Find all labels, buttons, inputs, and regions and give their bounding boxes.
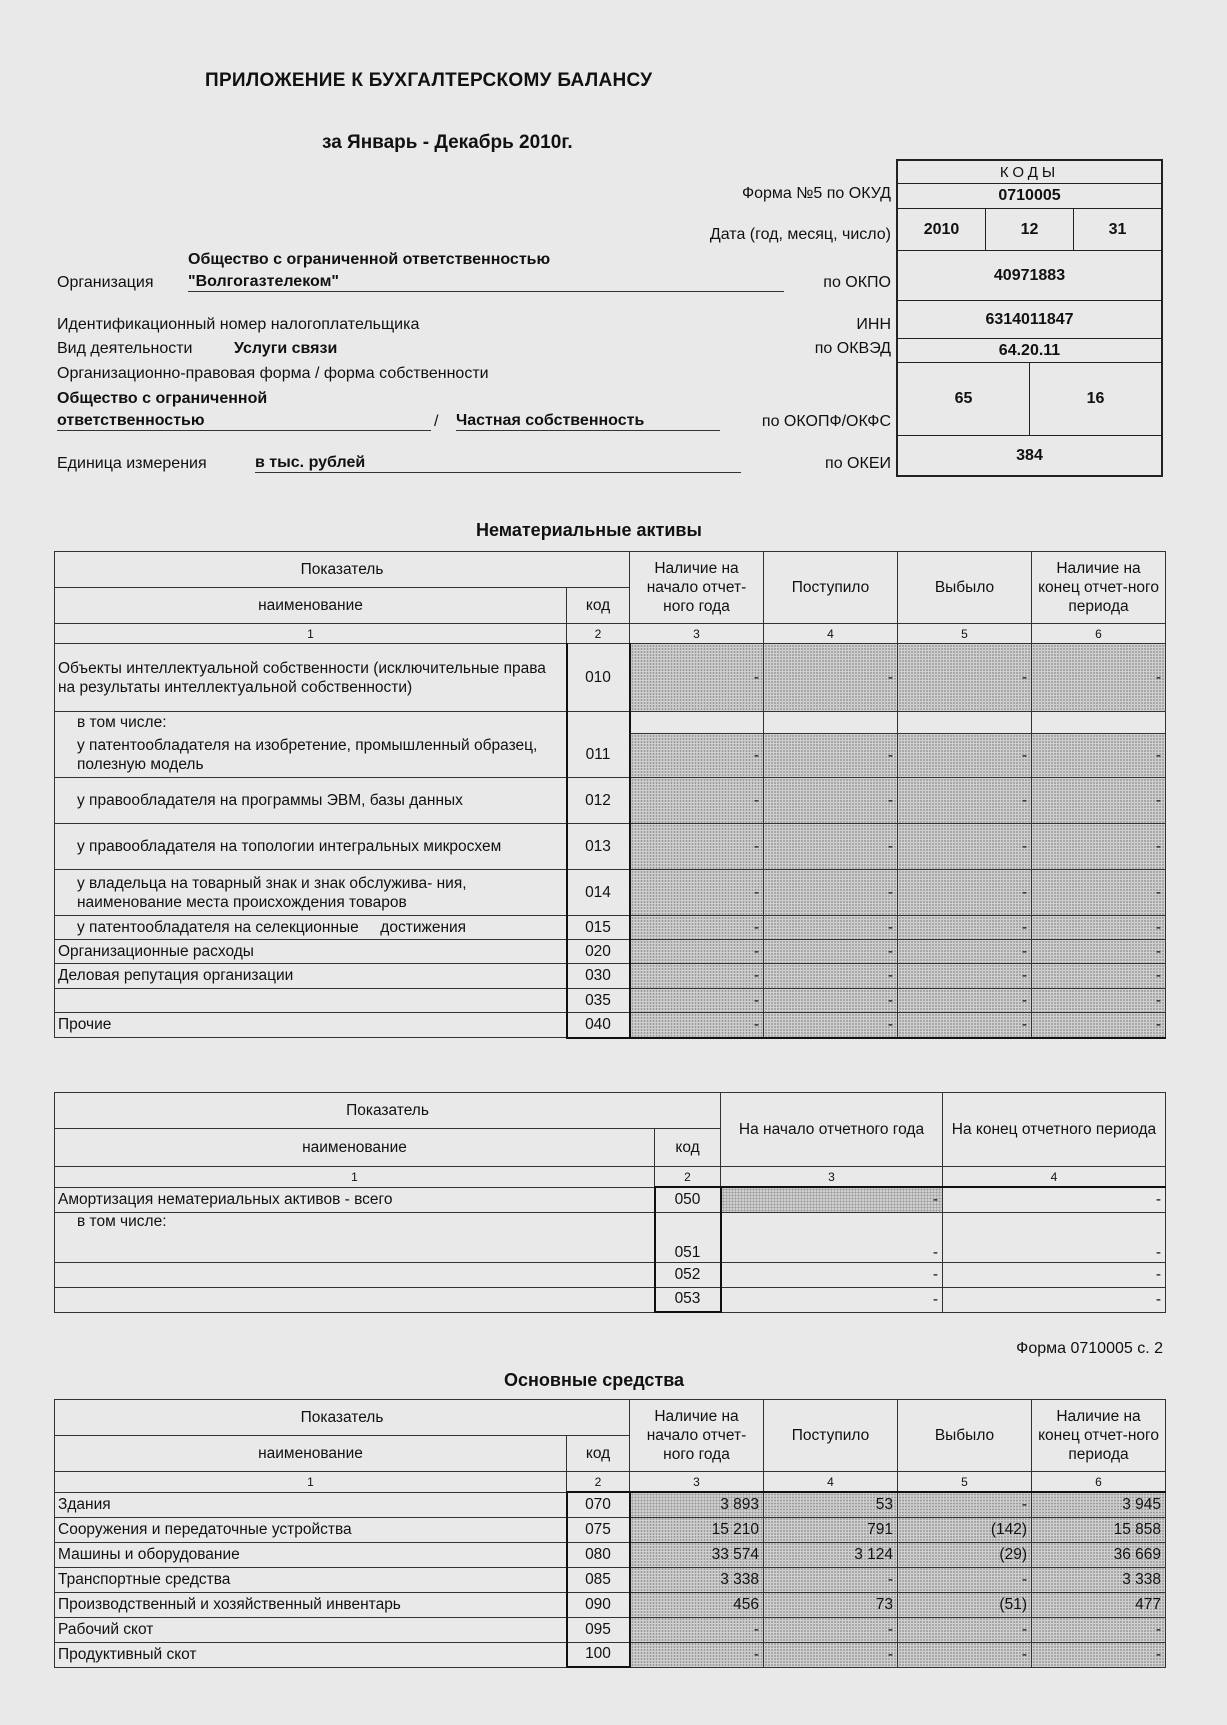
empty-cell [764, 712, 898, 734]
cell-out: - [898, 940, 1032, 964]
cell-end: - [1032, 940, 1166, 964]
empty-cell [567, 712, 630, 734]
h-indicator: Показатель [55, 1400, 630, 1436]
okfs-code: 16 [1029, 363, 1161, 435]
page-title: ПРИЛОЖЕНИЕ К БУХГАЛТЕРСКОМУ БАЛАНСУ [205, 70, 653, 91]
cell-end: - [1032, 916, 1166, 940]
h-out: Выбыло [898, 552, 1032, 624]
cell-out: - [898, 1617, 1032, 1642]
cell-end: - [1032, 1642, 1166, 1667]
h-end: Наличие на конец отчет-ного периода [1032, 1400, 1166, 1472]
cell-end: - [1032, 824, 1166, 870]
cell-end: - [943, 1187, 1166, 1212]
date-year: 2010 [923, 220, 960, 238]
row-code: 080 [567, 1542, 630, 1567]
h-indicator: Показатель [55, 552, 630, 588]
row-code: 100 [567, 1642, 630, 1667]
ownership-value: Частная собственность [456, 412, 720, 431]
cell-end: - [1032, 989, 1166, 1013]
legal-form-line1: Общество с ограниченной [57, 390, 268, 407]
cell-out: - [898, 989, 1032, 1013]
form-label: Форма №5 по ОКУД [741, 185, 891, 202]
row-name: Амортизация нематериальных активов - всего [55, 1187, 655, 1212]
row-name: у правообладателя на топологии интегральных микросхем [55, 824, 567, 870]
cell-out: (142) [898, 1517, 1032, 1542]
table-row [55, 989, 1166, 1013]
row-code: 075 [567, 1517, 630, 1542]
table-row [55, 712, 1166, 734]
inn-text: Идентификационный номер налогоплательщика [57, 316, 420, 333]
table-row [55, 1492, 1166, 1517]
legal-form-label: Организационно-правовая форма / форма собственности [57, 365, 489, 382]
cell-start: - [630, 1617, 764, 1642]
col-num: 4 [943, 1167, 1166, 1188]
cell-end: 36 669 [1032, 1542, 1166, 1567]
h-code: код [567, 1436, 630, 1472]
cell-end: - [943, 1287, 1166, 1312]
cell-in: - [764, 964, 898, 989]
okpo-code: 40971883 [993, 266, 1066, 284]
cell-end: 3 945 [1032, 1492, 1166, 1517]
empty-cell [630, 712, 764, 734]
cell-end: 15 858 [1032, 1517, 1166, 1542]
row-code: 051 [655, 1212, 721, 1262]
col-num: 6 [1032, 624, 1166, 644]
codes-header: КОДЫ [999, 163, 1060, 181]
h-end: Наличие на конец отчет-ного периода [1032, 552, 1166, 624]
cell-end: - [1032, 778, 1166, 824]
activity-value: Услуги связи [234, 340, 338, 357]
col-num: 2 [567, 624, 630, 644]
cell-out: - [898, 1492, 1032, 1517]
row-code: 085 [567, 1567, 630, 1592]
table-row [55, 964, 1166, 989]
row-name: Транспортные средства [55, 1567, 567, 1592]
table-row [55, 1287, 1166, 1312]
date-month: 12 [985, 209, 1073, 250]
row-name: Сооружения и передаточные устройства [55, 1517, 567, 1542]
okpo-label: по ОКПО [823, 274, 891, 291]
cell-in: - [764, 734, 898, 778]
row-code: 050 [655, 1187, 721, 1212]
cell-end: - [1032, 870, 1166, 916]
cell-in: - [764, 1013, 898, 1038]
table-row [55, 1567, 1166, 1592]
cell-in: 53 [764, 1492, 898, 1517]
row-name: у правообладателя на программы ЭВМ, базы данных [55, 778, 567, 824]
col-num: 2 [567, 1472, 630, 1493]
h-start: На начало отчетного года [721, 1093, 943, 1167]
fixed-assets-table [54, 1399, 1166, 1668]
col-num: 4 [764, 624, 898, 644]
cell-out: - [898, 824, 1032, 870]
table-row [55, 1187, 1166, 1212]
cell-start: - [721, 1287, 943, 1312]
codes-box [896, 159, 1163, 477]
col-num: 2 [655, 1167, 721, 1188]
row-code: 040 [567, 1013, 630, 1038]
cell-start: - [630, 870, 764, 916]
cell-end: - [1032, 964, 1166, 989]
slash: / [434, 413, 439, 430]
okud-code: 0710005 [998, 187, 1061, 204]
h-in: Поступило [764, 1400, 898, 1472]
fixed-assets-title: Основные средства [504, 1370, 685, 1390]
col-num: 5 [898, 1472, 1032, 1493]
row-name: Продуктивный скот [55, 1642, 567, 1667]
row-name: в том числе: [55, 1212, 655, 1262]
cell-start: - [630, 940, 764, 964]
cell-start: - [721, 1187, 943, 1212]
row-name: Прочие [55, 1013, 567, 1038]
col-num: 6 [1032, 1472, 1166, 1493]
okopf-label: по ОКОПФ/ОКФС [761, 413, 891, 430]
h-out: Выбыло [898, 1400, 1032, 1472]
cell-in: - [764, 644, 898, 712]
table-row [55, 734, 1166, 778]
cell-start: - [721, 1262, 943, 1287]
table-row [55, 644, 1166, 712]
table-row [55, 870, 1166, 916]
row-name [55, 989, 567, 1013]
h-name: наименование [55, 1129, 655, 1167]
cell-out: - [898, 916, 1032, 940]
col-num: 1 [55, 1472, 567, 1493]
row-code: 035 [567, 989, 630, 1013]
cell-start: 33 574 [630, 1542, 764, 1567]
activity-label: Вид деятельности [57, 340, 193, 357]
cell-end: - [1032, 1617, 1166, 1642]
cell-out: (51) [898, 1592, 1032, 1617]
h-indicator: Показатель [55, 1093, 721, 1129]
org-name-line1: Общество с ограниченной ответственностью [188, 251, 551, 268]
row-name [55, 1287, 655, 1312]
cell-end: 477 [1032, 1592, 1166, 1617]
table-row [55, 1212, 1166, 1262]
cell-out: (29) [898, 1542, 1032, 1567]
h-end: На конец отчетного периода [943, 1093, 1166, 1167]
cell-in: - [764, 824, 898, 870]
cell-in: - [764, 940, 898, 964]
okved-code: 64.20.11 [998, 341, 1061, 359]
okved-label: по ОКВЭД [814, 340, 891, 357]
cell-out: - [898, 964, 1032, 989]
cell-in: - [764, 1617, 898, 1642]
col-num: 3 [721, 1167, 943, 1188]
inn-code: 6314011847 [985, 310, 1074, 328]
row-code: 012 [567, 778, 630, 824]
h-start: Наличие на начало отчет-ного года [630, 1400, 764, 1472]
cell-start: 456 [630, 1592, 764, 1617]
cell-start: - [630, 1013, 764, 1038]
table-row [55, 1617, 1166, 1642]
unit-value: в тыс. рублей [255, 454, 741, 473]
table-row [55, 1013, 1166, 1038]
intangibles-table [54, 551, 1166, 1039]
row-name: Рабочий скот [55, 1617, 567, 1642]
okei-code: 384 [1016, 446, 1043, 464]
row-code: 030 [567, 964, 630, 989]
col-num: 1 [55, 1167, 655, 1188]
cell-in: - [764, 916, 898, 940]
table-row [55, 1542, 1166, 1567]
row-name [55, 1262, 655, 1287]
cell-end: - [1032, 1013, 1166, 1038]
row-code: 053 [655, 1287, 721, 1312]
date-label: Дата (год, месяц, число) [709, 226, 891, 243]
okei-label: по ОКЕИ [825, 455, 891, 472]
row-code: 070 [567, 1492, 630, 1517]
col-num: 3 [630, 624, 764, 644]
cell-in: 73 [764, 1592, 898, 1617]
cell-start: - [630, 1642, 764, 1667]
cell-end: - [943, 1212, 1166, 1262]
cell-out: - [898, 1567, 1032, 1592]
col-num: 5 [898, 624, 1032, 644]
cell-out: - [898, 1642, 1032, 1667]
cell-start: - [630, 916, 764, 940]
form-page-label: Форма 0710005 с. 2 [1016, 1340, 1163, 1357]
amortization-table [54, 1092, 1166, 1313]
row-name: Здания [55, 1492, 567, 1517]
row-code: 011 [567, 734, 630, 778]
h-code: код [567, 588, 630, 624]
h-name: наименование [55, 588, 567, 624]
row-code: 013 [567, 824, 630, 870]
cell-start: - [630, 778, 764, 824]
row-code: 090 [567, 1592, 630, 1617]
cell-out: - [898, 778, 1032, 824]
table-row [55, 1517, 1166, 1542]
okopf-code: 65 [954, 390, 973, 407]
cell-start: 15 210 [630, 1517, 764, 1542]
row-code: 052 [655, 1262, 721, 1287]
row-name: Производственный и хозяйственный инвентарь [55, 1592, 567, 1617]
intangibles-title: Нематериальные активы [476, 520, 702, 540]
table-row [55, 1262, 1166, 1287]
row-name: Деловая репутация организации [55, 964, 567, 989]
cell-end: - [1032, 644, 1166, 712]
row-code: 014 [567, 870, 630, 916]
table-row [55, 824, 1166, 870]
col-num: 4 [764, 1472, 898, 1493]
empty-cell [898, 712, 1032, 734]
cell-start: 3 338 [630, 1567, 764, 1592]
cell-end: - [943, 1262, 1166, 1287]
org-label: Организация [57, 274, 154, 291]
unit-label: Единица измерения [57, 455, 207, 472]
cell-end: 3 338 [1032, 1567, 1166, 1592]
row-name: Машины и оборудование [55, 1542, 567, 1567]
row-code: 010 [567, 644, 630, 712]
report-period: за Январь - Декабрь 2010г. [322, 132, 573, 153]
h-in: Поступило [764, 552, 898, 624]
cell-out: - [898, 870, 1032, 916]
h-start: Наличие на начало отчет-ного года [630, 552, 764, 624]
row-name: у владельца на товарный знак и знак обслужива- ния, наименование места происхождения товаров [55, 870, 567, 916]
cell-start: - [630, 964, 764, 989]
col-num: 1 [55, 624, 567, 644]
cell-start: 3 893 [630, 1492, 764, 1517]
cell-in: - [764, 778, 898, 824]
row-name: в том числе: [55, 712, 567, 734]
table-row [55, 778, 1166, 824]
row-name: у патентообладателя на изобретение, промышленный образец, полезную модель [55, 734, 567, 778]
cell-start: - [721, 1212, 943, 1262]
date-day: 31 [1073, 209, 1161, 250]
col-num: 3 [630, 1472, 764, 1493]
table-row [55, 916, 1166, 940]
cell-out: - [898, 734, 1032, 778]
table-row [55, 1592, 1166, 1617]
table-row [55, 940, 1166, 964]
cell-out: - [898, 644, 1032, 712]
empty-cell [1032, 712, 1166, 734]
row-code: 095 [567, 1617, 630, 1642]
cell-start: - [630, 989, 764, 1013]
h-name: наименование [55, 1436, 567, 1472]
row-code: 015 [567, 916, 630, 940]
row-name: у патентообладателя на селекционные достижения [55, 916, 567, 940]
cell-in: 3 124 [764, 1542, 898, 1567]
cell-in: - [764, 989, 898, 1013]
cell-in: - [764, 870, 898, 916]
inn-label: ИНН [856, 316, 891, 333]
row-code: 020 [567, 940, 630, 964]
cell-start: - [630, 824, 764, 870]
cell-in: - [764, 1642, 898, 1667]
h-code: код [655, 1129, 721, 1167]
table-row [55, 1642, 1166, 1667]
cell-in: 791 [764, 1517, 898, 1542]
row-name: Объекты интеллектуальной собственности (исключительные права на результаты интеллектуальной собственности) [55, 644, 567, 712]
cell-start: - [630, 644, 764, 712]
row-name: Организационные расходы [55, 940, 567, 964]
cell-out: - [898, 1013, 1032, 1038]
org-name-line2: "Волгогазтелеком" [188, 273, 784, 292]
cell-start: - [630, 734, 764, 778]
cell-end: - [1032, 734, 1166, 778]
legal-form-line2: ответственностью [57, 412, 431, 431]
cell-in: - [764, 1567, 898, 1592]
